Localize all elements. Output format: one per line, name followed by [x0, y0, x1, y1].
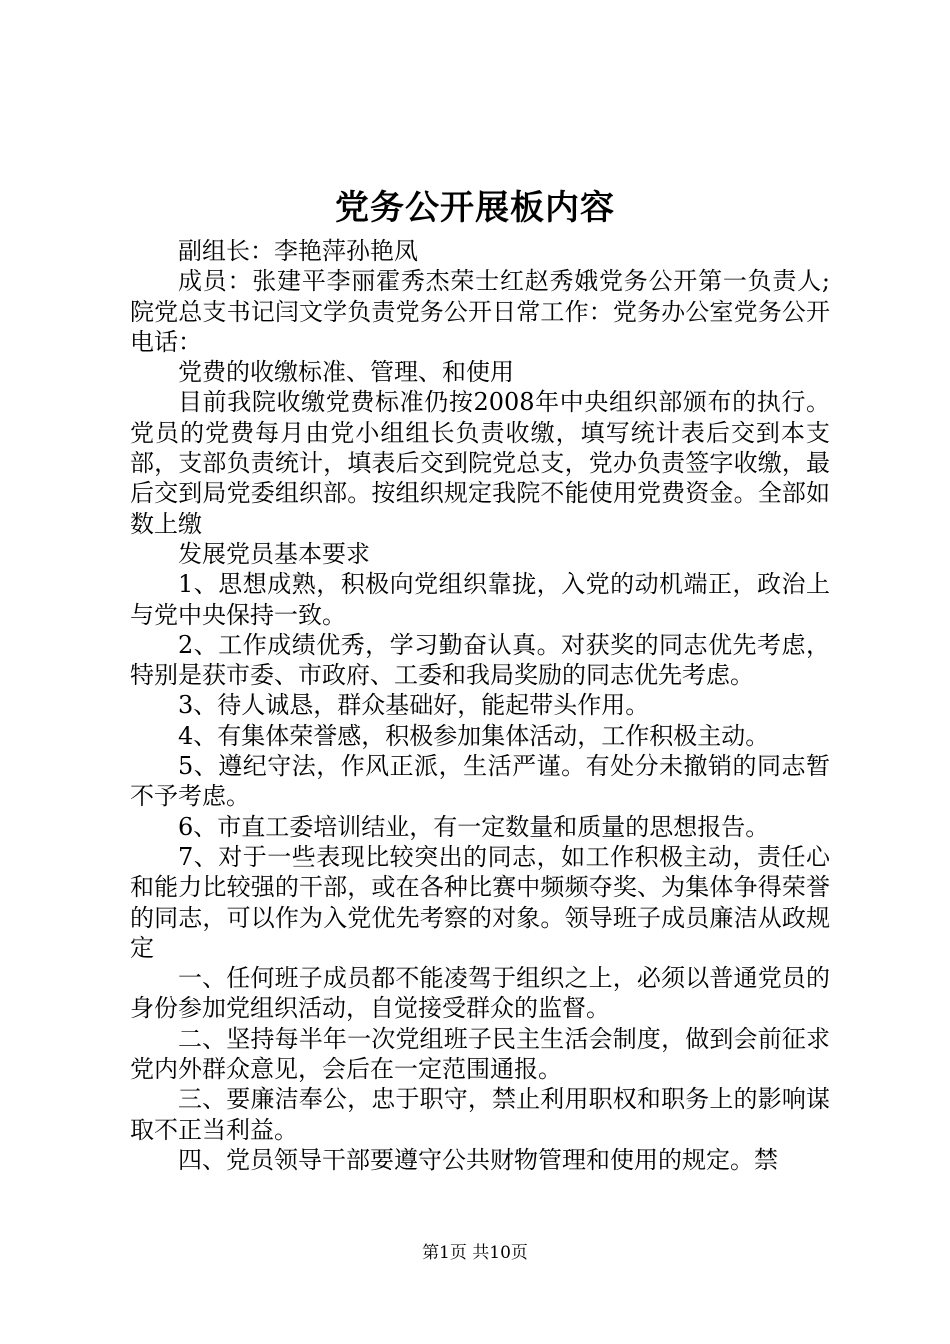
list-item: 3、待人诚恳，群众基础好，能起带头作用。 [178, 691, 650, 720]
paragraph-members: 成员：张建平李丽霍秀杰荣士红赵秀娥党务公开第一负责人;院党总支书记闫文学负责党务公开日常工作：党务办公室党务公开电话： [130, 267, 830, 356]
list-item: 一、任何班子成员都不能凌驾于组织之上，必须以普通党员的身份参加党组织活动，自觉接受群众的监督。 [130, 964, 830, 1023]
list-item: 2、工作成绩优秀，学习勤奋认真。对获奖的同志优先考虑，特别是获市委、市政府、工委和我局奖励的同志优先考虑。 [130, 630, 830, 690]
list-item: 1、思想成熟，积极向党组织靠拢，入党的动机端正，政治上与党中央保持一致。 [130, 570, 830, 629]
list-item: 三、要廉洁奉公，忠于职守，禁止利用职权和职务上的影响谋取不正当利益。 [130, 1085, 830, 1144]
list-item: 二、坚持每半年一次党组班子民主生活会制度，做到会前征求党内外群众意见，会后在一定范围通报。 [130, 1024, 830, 1084]
list-item: 5、遵纪守法，作风正派，生活严谨。有处分未撤销的同志暂不予考虑。 [130, 752, 830, 811]
list-item: 四、党员领导干部要遵守公共财物管理和使用的规定。禁 [178, 1145, 778, 1174]
list-item: 6、市直工委培训结业，有一定数量和质量的思想报告。 [178, 812, 770, 841]
paragraph-party-fees: 目前我院收缴党费标准仍按2008年中央组织部颁布的执行。党员的党费每月由党小组组长负责收缴，填写统计表后交到本支部，支部负责统计，填表后交到院党总支，党办负责签字收缴，最后交到局党委组织部。按组织规定我院不能使用党费资金。全部如数上缴 [130, 388, 830, 538]
heading-member-requirements: 发展党员基本要求 [178, 539, 370, 568]
document-title: 党务公开展板内容 [335, 188, 615, 228]
document-body [130, 236, 830, 1175]
list-item: 7、对于一些表现比较突出的同志，如工作积极主动，责任心和能力比较强的干部，或在各种比赛中频频夺奖、为集体争得荣誉的同志，可以作为入党优先考察的对象。领导班子成员廉洁从政规定 [130, 842, 830, 962]
page-number: 第1页 共10页 [422, 1243, 528, 1263]
paragraph-deputy-leader: 副组长：李艳萍孙艳凤 [178, 237, 418, 265]
list-item: 4、有集体荣誉感，积极参加集体活动，工作积极主动。 [178, 721, 770, 750]
heading-party-fees: 党费的收缴标准、管理、和使用 [178, 358, 514, 387]
